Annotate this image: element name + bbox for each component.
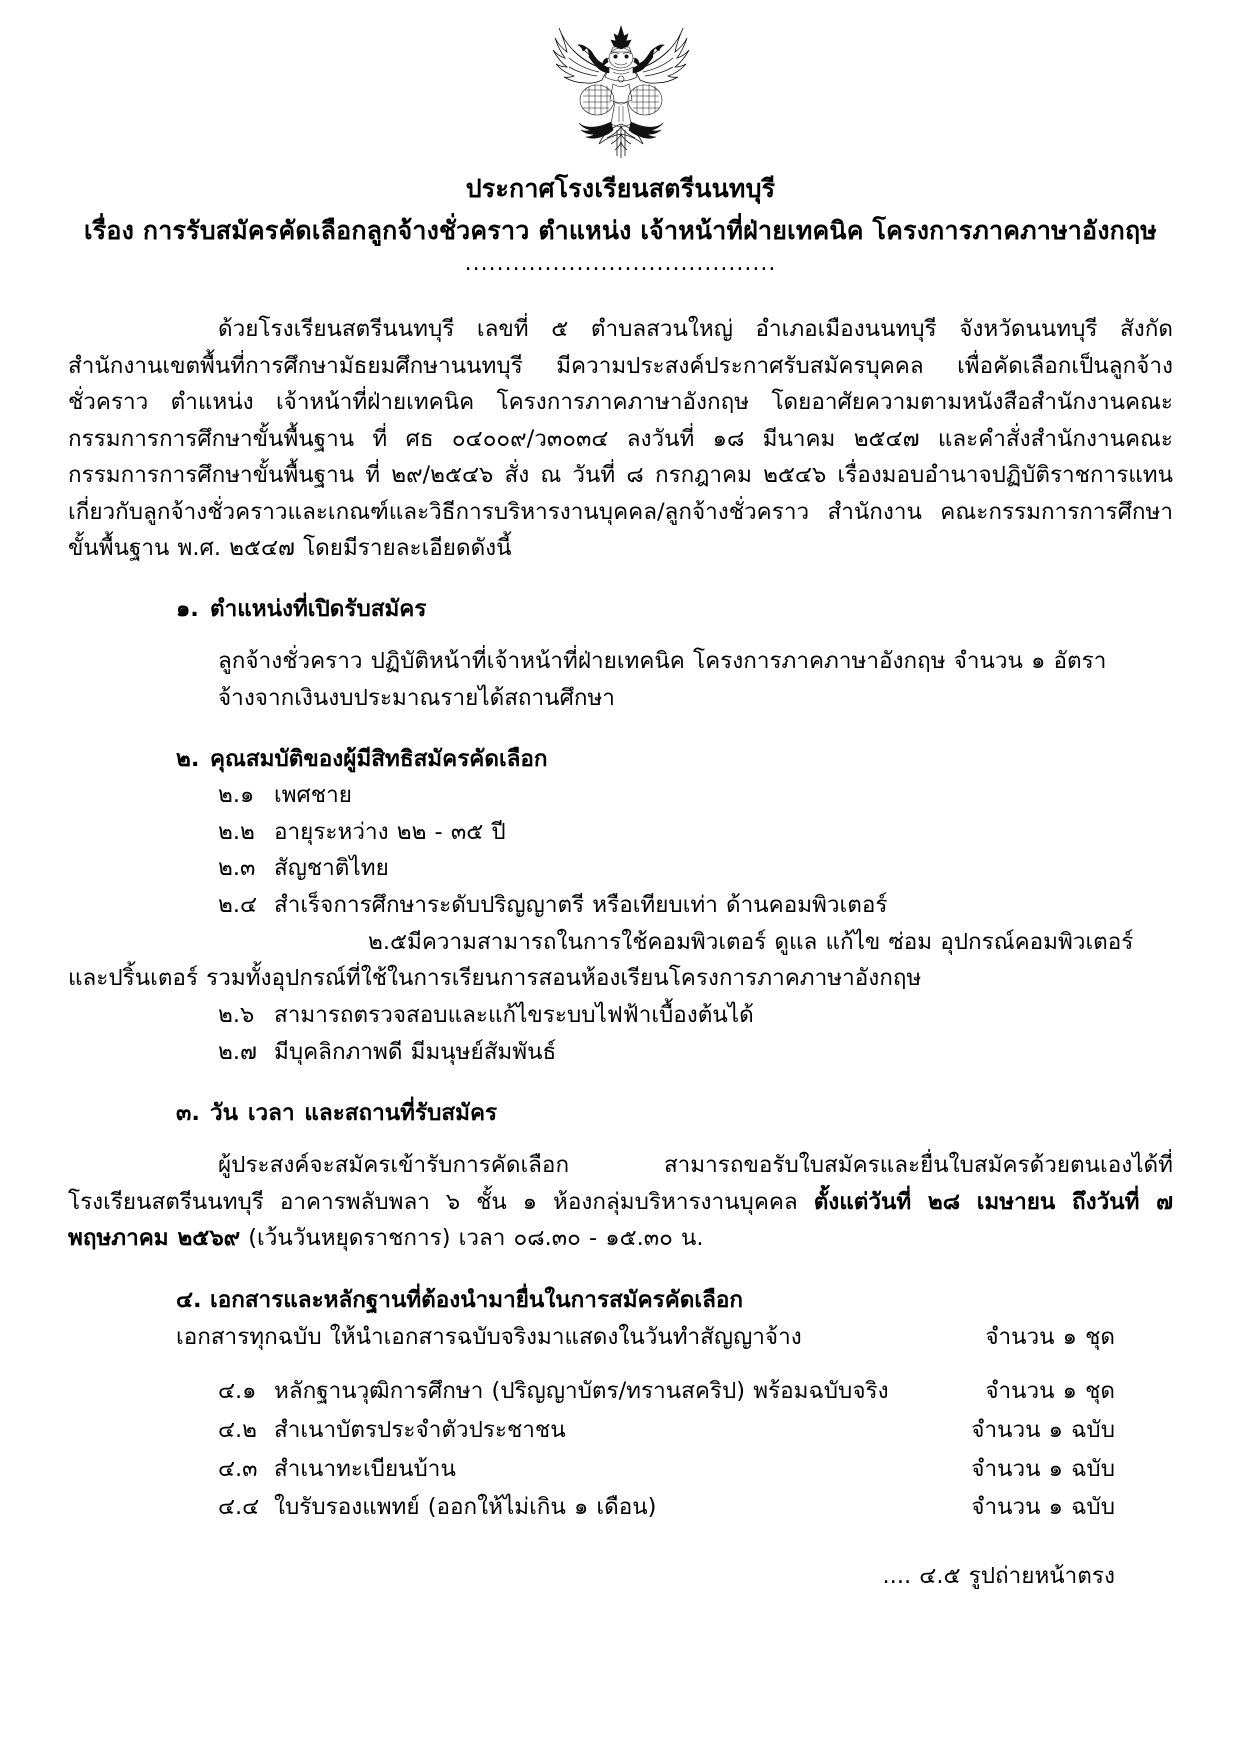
document-item [218, 1411, 566, 1450]
qualification-text: สัญชาติไทย [274, 855, 389, 882]
section-3-title: วัน เวลา และสถานที่รับสมัคร [210, 1100, 498, 1127]
required-documents-list [68, 1372, 1173, 1527]
section-3-heading [68, 1096, 1173, 1131]
document-label: ๔.๔ [218, 1494, 260, 1521]
list-item [68, 814, 1173, 851]
document-qty: จำนวน ๑ ฉบับ [971, 1455, 1115, 1482]
section-2-heading [68, 742, 1173, 777]
application-date-range: ตั้งแต่วันที่ ๒๘ เมษายน ถึงวันที่ ๗ พฤษภาคม ๒๕๖๙ [68, 1188, 1173, 1252]
list-item [68, 1034, 1173, 1071]
documents-note-text: เอกสารทุกฉบับ ให้นำเอกสารฉบับจริงมาแสดงในวันทำสัญญาจ้าง [176, 1323, 802, 1350]
section-4 [68, 1283, 1173, 1527]
section-4-title: เอกสารและหลักฐานที่ต้องนำมายื่นในการสมัครคัดเลือก [210, 1286, 744, 1313]
document-item [218, 1372, 889, 1411]
table-row [68, 1450, 1173, 1489]
section-4-number: ๔. [176, 1286, 202, 1313]
document-text: หลักฐานวุฒิการศึกษา (ปริญญาบัตร/ทรานสคริป) พร้อมฉบับจริง [274, 1378, 889, 1405]
qualification-text: มีความสามารถในการใช้คอมพิวเตอร์ ดูแล แก้ไข ซ่อม อุปกรณ์คอมพิวเตอร์และปริ้นเตอร์ รวมทั้งอุปกรณ์ที่ใช้ในการเรียนการสอนห้องเรียนโครงการภาคภาษาอังกฤษ [68, 928, 1134, 992]
section-3-number: ๓. [176, 1100, 200, 1127]
documents-note-row [68, 1318, 1173, 1357]
section-2-number: ๒. [176, 746, 200, 773]
document-text: ใบรับรองแพทย์ (ออกให้ไม่เกิน ๑ เดือน) [274, 1494, 657, 1521]
page-continuation-note: .... ๔.๕ รูปถ่ายหน้าตรง [882, 1562, 1115, 1589]
qualification-label: ๒.๒ [218, 818, 255, 845]
document-label: ๔.๓ [218, 1455, 258, 1482]
section-1 [68, 592, 1173, 716]
section-3-body [68, 1147, 1173, 1256]
qualification-text: สามารถตรวจสอบและแก้ไขระบบไฟฟ้าเบื้องต้นได้ [274, 1002, 754, 1029]
qualification-label: ๒.๖ [218, 1002, 255, 1029]
qualification-text: อายุระหว่าง ๒๒ - ๓๕ ปี [274, 818, 506, 845]
document-text: สำเนาทะเบียนบ้าน [274, 1455, 456, 1482]
list-item [68, 997, 1173, 1034]
document-qty: จำนวน ๑ ฉบับ [971, 1416, 1115, 1443]
intro-paragraph: ด้วยโรงเรียนสตรีนนทบุรี เลขที่ ๕ ตำบลสวนใหญ่ อำเภอเมืองนนทบุรี จังหวัดนนทบุรี สังกัดสำนักงานเขตพื้นที่การศึกษามัธยมศึกษานนทบุรี มีความประสงค์ประกาศรับสมัครบุคคล เพื่อคัดเลือกเป็นลูกจ้างชั่วคราว ตำแหน่ง เจ้าหน้าที่ฝ่ายเทคนิค โครงการภาคภาษาอังกฤษ โดยอาศัยความตามหนังสือสำนักงานคณะกรรมการการศึกษาขั้นพื้นฐาน ที่ ศธ ๐๔๐๐๙/ว๓๐๓๔ ลงวันที่ ๑๘ มีนาคม ๒๕๔๗ และคำสั่งสำนักงานคณะกรรมการการศึกษาขั้นพื้นฐาน ที่ ๒๙/๒๕๔๖ สั่ง ณ วันที่ ๘ กรกฎาคม ๒๕๔๖ เรื่องมอบอำนาจปฏิบัติราชการแทนเกี่ยวกับลูกจ้างชั่วคราวและเกณฑ์และวิธีการบริหารงานบุคคล/ลูกจ้างชั่วคราว สำนักงาน คณะกรรมการการศึกษาขั้นพื้นฐาน พ.ศ. ๒๕๔๗ โดยมีรายละเอียดดังนี้ [68, 316, 1173, 562]
table-row [68, 1411, 1173, 1450]
table-row [68, 1488, 1173, 1527]
section-1-title: ตำแหน่งที่เปิดรับสมัคร [210, 596, 427, 623]
list-item [68, 777, 1173, 814]
announcement-subject: เรื่อง การรับสมัครคัดเลือกลูกจ้างชั่วคราว ตำแหน่ง เจ้าหน้าที่ฝ่ายเทคนิค โครงการภาคภาษาอังกฤษ [84, 215, 1157, 245]
position-detail-line-1: ลูกจ้างชั่วคราว ปฏิบัติหน้าที่เจ้าหน้าที่ฝ่ายเทคนิค โครงการภาคภาษาอังกฤษ จำนวน ๑ อัตรา [218, 648, 1107, 675]
qualification-text: เพศชาย [274, 782, 352, 809]
section-1-number: ๑. [176, 596, 199, 623]
position-detail-line-2: จ้างจากเงินงบประมาณรายได้สถานศึกษา [218, 684, 615, 711]
application-time-text: (เว้นวันหยุดราชการ) เวลา ๐๘.๓๐ - ๑๕.๓๐ น. [240, 1225, 704, 1252]
garuda-emblem [545, 22, 697, 162]
emblem-container [0, 0, 1241, 162]
qualification-label: ๒.๓ [218, 855, 256, 882]
section-2 [68, 742, 1173, 1070]
list-item [68, 850, 1173, 887]
header-divider: ....................................... [464, 251, 777, 276]
list-item [68, 924, 1173, 997]
qualification-list [68, 777, 1173, 1070]
document-text: สำเนาบัตรประจำตัวประชาชน [274, 1416, 566, 1443]
section-3 [68, 1096, 1173, 1256]
qualification-label: ๒.๗ [218, 1038, 257, 1065]
qualification-label: ๒.๑ [218, 782, 255, 809]
document-header [0, 170, 1241, 277]
qualification-text: สำเร็จการศึกษาระดับปริญญาตรี หรือเทียบเท่า ด้านคอมพิวเตอร์ [274, 892, 888, 919]
table-row [68, 1372, 1173, 1411]
section-4-heading [68, 1283, 1173, 1318]
application-place-text: ผู้ประสงค์จะสมัครเข้ารับการคัดเลือก สามารถขอรับใบสมัครและยื่นใบสมัครด้วยตนเองได้ที่ โรงเรียนสตรีนนทบุรี อาคารพลับพลา ๖ ชั้น ๑ ห้องกลุ่มบริหารงานบุคคล [68, 1152, 1173, 1215]
announcement-title: ประกาศโรงเรียนสตรีนนทบุรี [465, 174, 776, 203]
qualification-label: ๒.๔ [218, 892, 258, 919]
section-2-title: คุณสมบัติของผู้มีสิทธิสมัครคัดเลือก [210, 746, 548, 773]
list-item [68, 887, 1173, 924]
document-item [218, 1450, 456, 1489]
section-1-heading [68, 592, 1173, 627]
qualification-label: ๒.๕ [368, 928, 408, 955]
document-qty: จำนวน ๑ ชุด [985, 1378, 1115, 1405]
documents-note-qty: จำนวน ๑ ชุด [985, 1323, 1115, 1350]
section-1-body [68, 643, 1173, 716]
document-qty: จำนวน ๑ ฉบับ [971, 1494, 1115, 1521]
document-label: ๔.๑ [218, 1378, 257, 1405]
document-item [218, 1488, 656, 1527]
document-body [0, 311, 1241, 1593]
document-label: ๔.๒ [218, 1416, 258, 1443]
qualification-text: มีบุคลิกภาพดี มีมนุษย์สัมพันธ์ [274, 1038, 557, 1065]
application-period-paragraph [68, 1147, 1173, 1256]
